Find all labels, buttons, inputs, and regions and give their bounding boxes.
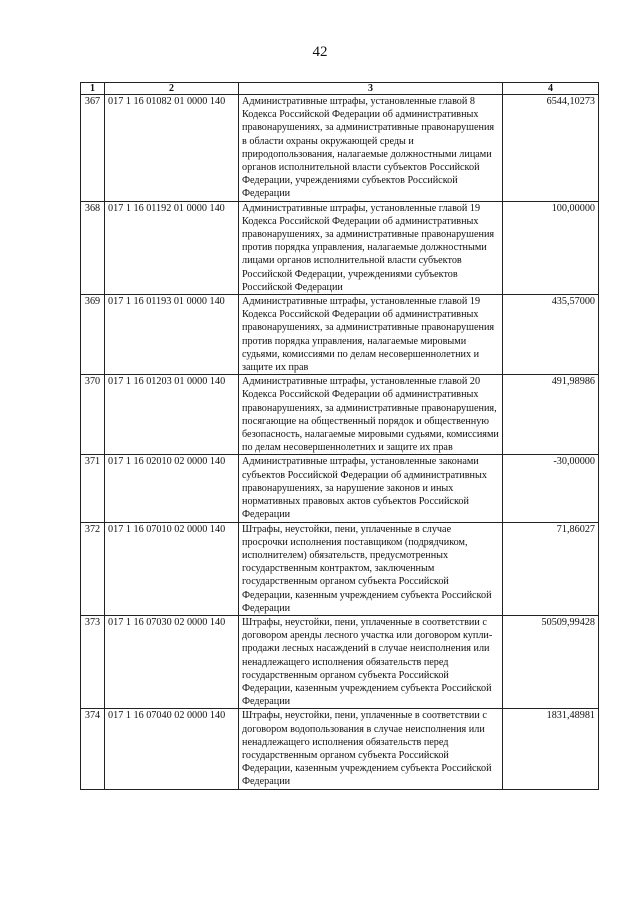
row-number-cell: 369 — [81, 295, 105, 375]
row-number-cell: 368 — [81, 201, 105, 294]
table-header-row — [81, 83, 599, 95]
column-header-3: 3 — [239, 83, 503, 95]
amount-cell: 491,98986 — [503, 375, 599, 455]
description-cell: Штрафы, неустойки, пени, уплаченные в соответствии с договором водопользования в случае неисполнения или ненадлежащего исполнения обязательств перед государственным органом субъекта Российской Федерации, казенным учреждением субъекта Российской Федерации — [239, 709, 503, 789]
table-body — [81, 95, 599, 790]
row-number-cell: 373 — [81, 615, 105, 708]
amount-cell: 71,86027 — [503, 522, 599, 615]
table-row — [81, 522, 599, 615]
table-row — [81, 201, 599, 294]
column-header-1: 1 — [81, 83, 105, 95]
amount-cell: 50509,99428 — [503, 615, 599, 708]
budget-code-cell: 017 1 16 07030 02 0000 140 — [105, 615, 239, 708]
amount-cell: -30,00000 — [503, 455, 599, 522]
amount-cell: 435,57000 — [503, 295, 599, 375]
row-number-cell: 370 — [81, 375, 105, 455]
row-number-cell: 374 — [81, 709, 105, 789]
description-cell: Штрафы, неустойки, пени, уплаченные в случае просрочки исполнения поставщиком (подрядчиком, исполнителем) обязательств, предусмотренных государственным контрактом, заключенным государственным органом субъекта Российской Федерации, казенным учреждением субъекта Российской Федерации — [239, 522, 503, 615]
budget-code-cell: 017 1 16 07040 02 0000 140 — [105, 709, 239, 789]
amount-cell: 1831,48981 — [503, 709, 599, 789]
amount-cell: 6544,10273 — [503, 95, 599, 202]
table-row — [81, 455, 599, 522]
column-header-2: 2 — [105, 83, 239, 95]
budget-code-cell: 017 1 16 01192 01 0000 140 — [105, 201, 239, 294]
table-row — [81, 375, 599, 455]
budget-code-cell: 017 1 16 02010 02 0000 140 — [105, 455, 239, 522]
amount-cell: 100,00000 — [503, 201, 599, 294]
description-cell: Штрафы, неустойки, пени, уплаченные в соответствии с договором аренды лесного участка или договором купли-продажи лесных насаждений в случае неисполнения или ненадлежащего исполнения обязательств перед государственным органом субъекта Российской Федерации, казенным учреждением субъекта Российской Федерации — [239, 615, 503, 708]
table-row — [81, 295, 599, 375]
column-header-4: 4 — [503, 83, 599, 95]
row-number-cell: 371 — [81, 455, 105, 522]
row-number-cell: 372 — [81, 522, 105, 615]
description-cell: Административные штрафы, установленные главой 8 Кодекса Российской Федерации об административных правонарушениях, за административные правонарушения в области охраны окружающей среды и природопользования, налагаемые должностными лицами органов исполнительной власти субъектов Российской Федерации, учреждениями субъектов Российской Федерации — [239, 95, 503, 202]
description-cell: Административные штрафы, установленные законами субъектов Российской Федерации об административных правонарушениях, за нарушение законов и иных нормативных правовых актов субъектов Российской Федерации — [239, 455, 503, 522]
table-row — [81, 615, 599, 708]
budget-code-cell: 017 1 16 01193 01 0000 140 — [105, 295, 239, 375]
budget-code-cell: 017 1 16 01082 01 0000 140 — [105, 95, 239, 202]
row-number-cell: 367 — [81, 95, 105, 202]
page-number: 42 — [312, 44, 328, 60]
table-row — [81, 709, 599, 789]
table-row — [81, 95, 599, 202]
description-cell: Административные штрафы, установленные главой 19 Кодекса Российской Федерации об административных правонарушениях, за административные правонарушения против порядка управления, налагаемые мировыми судьями, комиссиями по делам несовершеннолетних и защите их прав — [239, 295, 503, 375]
revenue-table — [80, 82, 599, 790]
budget-code-cell: 017 1 16 01203 01 0000 140 — [105, 375, 239, 455]
description-cell: Административные штрафы, установленные главой 19 Кодекса Российской Федерации об административных правонарушениях, за административные правонарушения против порядка управления, налагаемые должностными лицами органов исполнительной власти субъектов Российской Федерации, учреждениями субъектов Российской Федерации — [239, 201, 503, 294]
budget-code-cell: 017 1 16 07010 02 0000 140 — [105, 522, 239, 615]
description-cell: Административные штрафы, установленные главой 20 Кодекса Российской Федерации об административных правонарушениях, за административные правонарушения, посягающие на общественный порядок и общественную безопасность, налагаемые мировыми судьями, комиссиями по делам несовершеннолетних и защите их прав — [239, 375, 503, 455]
